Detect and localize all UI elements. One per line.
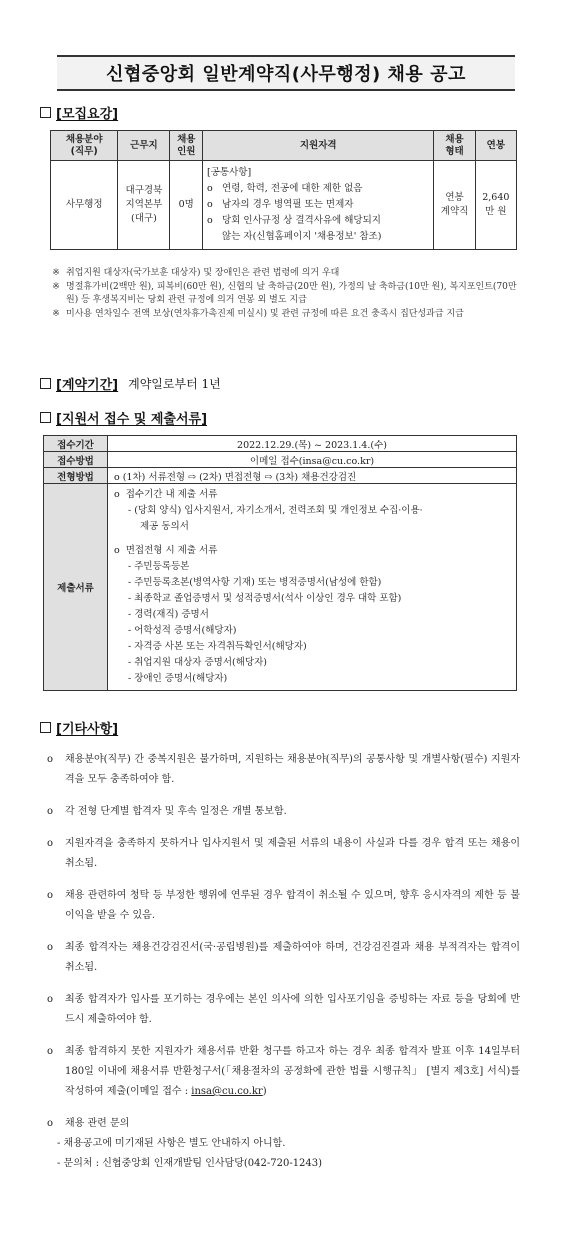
docs-item: - 최종학교 졸업증명서 및 성적증명서(석사 이상인 경우 대학 포함) bbox=[128, 593, 402, 604]
note-item: ※ 미사용 연차일수 전액 보상(연차휴가촉진제 미실시) 및 관련 규정에 따른 요건 충족시 집단성과급 지급 bbox=[52, 309, 464, 319]
contact-block bbox=[45, 1114, 520, 1174]
recruit-table bbox=[50, 130, 517, 250]
section-other-heading bbox=[40, 718, 118, 737]
checkbox-square-icon bbox=[40, 378, 51, 389]
notes-list bbox=[50, 267, 520, 322]
section-other-label: [기타사항] bbox=[56, 722, 119, 737]
header-location: 근무지 bbox=[118, 131, 170, 161]
apply-table bbox=[43, 435, 517, 691]
docs-item: - 취업지원 대상자 증명서(해당자) bbox=[128, 657, 267, 668]
section-apply-label: [지원서 접수 및 제출서류] bbox=[56, 412, 208, 427]
docs-item: - 주민등록등본 bbox=[128, 561, 190, 572]
docs-item-cont: 제공 동의서 bbox=[140, 521, 189, 532]
method-value: 이메일 접수(insa@cu.co.kr) bbox=[108, 452, 517, 468]
contract-value: 계약일로부터 1년 bbox=[128, 377, 221, 391]
checkbox-square-icon bbox=[40, 722, 51, 733]
other-item: o 최종 합격하지 못한 지원자가 채용서류 반환 청구를 하고자 하는 경우 최종 합격자 발표 이후 14일부터 180일 이내에 채용서류 반환청구서(「채용절차의 공정화에 관한 법률 시행규칙」 [별지 제3호] 서식)를 작성하여 제출(이메일 접수 : insa@cu.co.kr) bbox=[46, 1046, 520, 1097]
checkbox-square-icon bbox=[40, 412, 51, 423]
header-count: 채용 인원 bbox=[170, 131, 203, 161]
cell-quals bbox=[203, 161, 434, 250]
apply-row-docs bbox=[44, 484, 517, 691]
other-item: o 지원자격을 충족하지 못하거나 입사지원서 및 제출된 서류의 내용이 사실과 다를 경우 합격 또는 채용이 취소됨. bbox=[46, 838, 520, 869]
cell-salary: 2,640 만 원 bbox=[475, 161, 516, 250]
contact-title: o 채용 관련 문의 bbox=[46, 1118, 130, 1129]
process-label: 전형방법 bbox=[44, 468, 108, 484]
section-apply-heading bbox=[40, 408, 207, 427]
other-item: o 채용 관련하여 청탁 등 부정한 행위에 연루된 경우 합격이 취소될 수 있으며, 향후 응시자격의 제한 등 불이익을 받을 수 있음. bbox=[46, 890, 520, 921]
recruit-table-row bbox=[51, 161, 517, 250]
process-value: o (1차) 서류전형 ⇨ (2차) 면접전형 ⇨ (3차) 채용건강검진 bbox=[108, 468, 517, 484]
cell-count: 0명 bbox=[170, 161, 203, 250]
page-title: 신협중앙회 일반계약직(사무행정) 채용 공고 bbox=[57, 55, 515, 91]
header-type: 채용 형태 bbox=[434, 131, 475, 161]
contact-line: - 문의처 : 신협중앙회 인재개발팀 인사담당(042-720-1243) bbox=[57, 1158, 323, 1169]
cell-field: 사무행정 bbox=[51, 161, 118, 250]
docs-item: - 장애인 증명서(해당자) bbox=[128, 673, 228, 684]
section-contract-label: [계약기간] bbox=[56, 378, 119, 393]
period-value: 2022.12.29.(목) ~ 2023.1.4.(수) bbox=[108, 436, 517, 452]
quals-item: o 당회 인사규정 상 결격사유에 해당되지 bbox=[207, 215, 381, 226]
section-contract-heading bbox=[40, 374, 221, 393]
quals-title: [공통사항] bbox=[207, 167, 252, 178]
docs-item: - 자격증 사본 또는 자격취득확인서(해당자) bbox=[128, 641, 307, 652]
docs-cell bbox=[108, 484, 517, 691]
recruit-table-header bbox=[51, 131, 517, 161]
other-item: o 각 전형 단계별 합격자 및 후속 일정은 개별 통보함. bbox=[46, 806, 287, 817]
apply-row-process bbox=[44, 468, 517, 484]
cell-location: 대구경북 지역본부 (대구) bbox=[118, 161, 170, 250]
section-recruit-label: [모집요강] bbox=[56, 107, 119, 122]
quals-item-cont: 않는 자(신협홈페이지 '채용정보' 참조) bbox=[222, 231, 382, 242]
header-salary: 연봉 bbox=[475, 131, 516, 161]
docs-group-title: o 접수기간 내 제출 서류 bbox=[114, 489, 218, 500]
header-quals: 지원자격 bbox=[203, 131, 434, 161]
docs-item: - 어학성적 증명서(해당자) bbox=[128, 625, 237, 636]
cell-type: 연봉 계약직 bbox=[434, 161, 475, 250]
email-link[interactable]: insa@cu.co.kr bbox=[191, 1086, 263, 1097]
header-field: 채용분야 (직무) bbox=[51, 131, 118, 161]
note-item: ※ 취업지원 대상자(국가보훈 대상자) 및 장애인은 관련 법령에 의거 우대 bbox=[52, 268, 340, 278]
docs-item: - (당회 양식) 입사지원서, 자기소개서, 전력조회 및 개인정보 수집·이용· bbox=[128, 505, 423, 516]
docs-label: 제출서류 bbox=[44, 484, 108, 691]
quals-item: o 남자의 경우 병역필 또는 면제자 bbox=[207, 199, 354, 210]
apply-row-period bbox=[44, 436, 517, 452]
method-label: 접수방법 bbox=[44, 452, 108, 468]
period-label: 접수기간 bbox=[44, 436, 108, 452]
other-list bbox=[45, 750, 520, 1174]
apply-row-method bbox=[44, 452, 517, 468]
other-item: o 최종 합격자가 입사를 포기하는 경우에는 본인 의사에 의한 입사포기임을 증빙하는 자료 등을 당회에 반드시 제출하여야 함. bbox=[46, 994, 520, 1025]
checkbox-square-icon bbox=[40, 107, 51, 118]
docs-item: - 경력(재직) 증명서 bbox=[128, 609, 209, 620]
docs-group-title: o 면접전형 시 제출 서류 bbox=[114, 545, 218, 556]
quals-item: o 연령, 학력, 전공에 대한 제한 없음 bbox=[207, 183, 363, 194]
note-item: ※ 명절휴가비(2백만 원), 피복비(60만 원), 신협의 날 축하금(20만 원), 가정의 날 축하금(10만 원), 복지포인트(70만 원) 등 후생복지비는 당회 관련 규정에 의거 연봉 외 별도 지급 bbox=[52, 282, 517, 305]
docs-item: - 주민등록초본(병역사항 기재) 또는 병적증명서(남성에 한함) bbox=[128, 577, 382, 588]
other-item: o 최종 합격자는 채용건강검진서(국·공립병원)를 제출하여야 하며, 건강검진결과 채용 부적격자는 합격이 취소됨. bbox=[46, 942, 520, 973]
other-item: o 채용분야(직무) 간 중복지원은 불가하며, 지원하는 채용분야(직무)의 공통사항 및 개별사항(필수) 지원자격을 모두 충족하여야 함. bbox=[46, 754, 520, 785]
contact-line: - 채용공고에 미기재된 사항은 별도 안내하지 아니함. bbox=[57, 1138, 286, 1149]
section-recruit-heading bbox=[40, 103, 118, 122]
